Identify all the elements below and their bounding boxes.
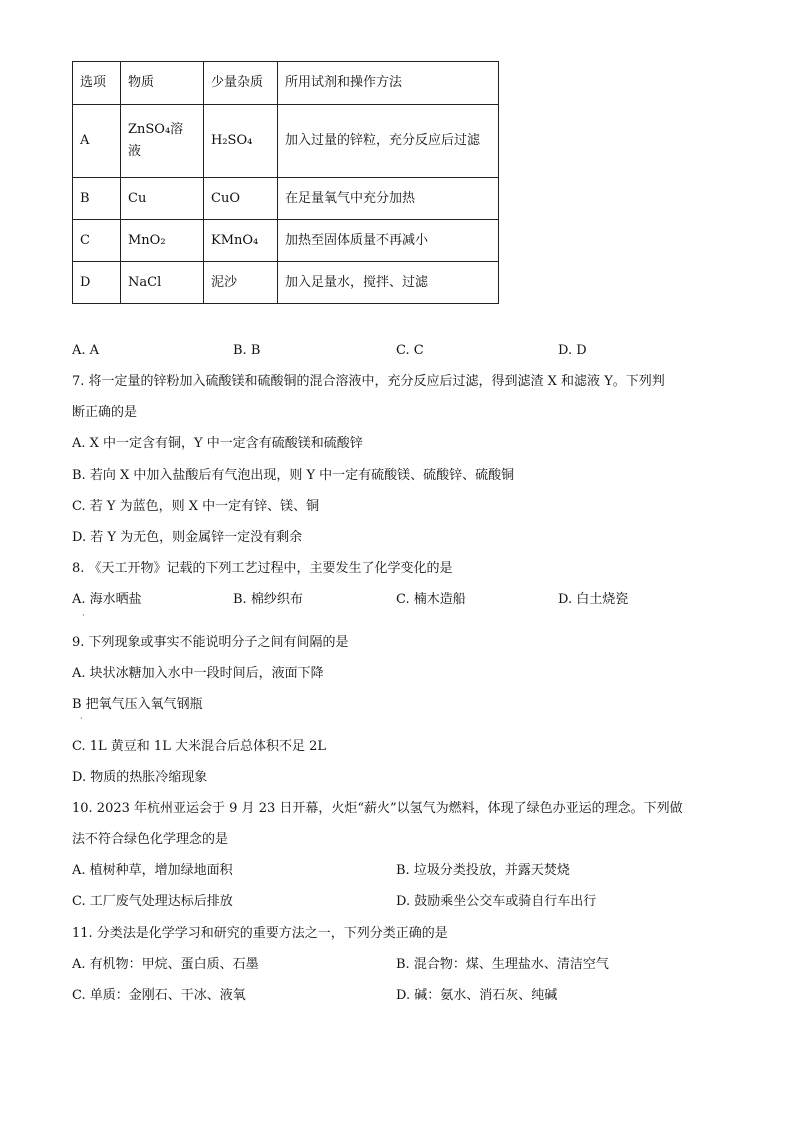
substance-line: ZnSO₄溶	[128, 122, 184, 137]
table-row	[73, 220, 499, 262]
substance-line: 液	[128, 144, 142, 159]
q8-option-b: B. 棉纱织布	[233, 592, 303, 607]
method-cell: 在足量氧气中充分加热	[278, 178, 499, 220]
table-row	[73, 178, 499, 220]
q8-option-d: D. 白土烧瓷	[558, 592, 629, 607]
option-cell: A	[73, 105, 121, 178]
q7-option-d: D. 若 Y 为无色，则金属锌一定没有剩余	[72, 530, 303, 545]
impurity-cell: 泥沙	[204, 262, 278, 304]
impurity-cell: KMnO₄	[204, 220, 278, 262]
header-cell: 物质	[121, 62, 204, 105]
q6-option-d: D. D	[558, 343, 587, 358]
q8-stem: 8. 《天工开物》记载的下列工艺过程中，主要发生了化学变化的是	[72, 561, 453, 576]
q7-option-a: A. X 中一定含有铜，Y 中一定含有硫酸镁和硫酸锌	[72, 436, 363, 451]
q6-option-c: C. C	[396, 343, 424, 358]
substance-cell: Cu	[121, 178, 204, 220]
q7-option-b: B. 若向 X 中加入盐酸后有气泡出现，则 Y 中一定有硫酸镁、硫酸锌、硫酸铜	[72, 468, 515, 483]
q7-stem-line2: 断正确的是	[72, 405, 138, 420]
header-cell: 少量杂质	[204, 62, 278, 105]
q10-stem-line2: 法不符合绿色化学理念的是	[72, 832, 229, 847]
q9-option-b: B 把氧气压入氧气钢瓶	[72, 697, 203, 712]
q6-option-a: A. A	[72, 343, 100, 358]
q9-option-a: A. 块状冰糖加入水中一段时间后，液面下降	[72, 666, 324, 681]
q9-stem: 9. 下列现象或事实不能说明分子之间有间隔的是	[72, 635, 349, 650]
q10-stem-line1: 10. 2023 年杭州亚运会于 9 月 23 日开幕，火炬“薪火”以氢气为燃料，体现了绿色办亚运的理念。下列做	[72, 801, 683, 816]
q11-option-a: A. 有机物：甲烷、蛋白质、石墨	[72, 957, 259, 972]
q6-option-b: B. B	[233, 343, 261, 358]
header-cell: 所用试剂和操作方法	[278, 62, 499, 105]
q7-option-c: C. 若 Y 为蓝色，则 X 中一定有锌、镁、铜	[72, 499, 320, 514]
option-cell: C	[73, 220, 121, 262]
impurity-cell: H₂SO₄	[204, 105, 278, 178]
method-cell: 加热至固体质量不再减小	[278, 220, 499, 262]
q11-option-b: B. 混合物：煤、生理盐水、清洁空气	[396, 957, 609, 972]
impurity-cell: CuO	[204, 178, 278, 220]
table-row	[73, 105, 499, 178]
q8-option-c: C. 楠木造船	[396, 592, 466, 607]
dot-mark: ·	[80, 714, 83, 724]
q10-option-a: A. 植树种草，增加绿地面积	[72, 863, 233, 878]
options-table	[72, 61, 499, 304]
table-header-row	[73, 62, 499, 105]
q11-option-c: C. 单质：金刚石、干冰、液氧	[72, 988, 246, 1003]
substance-cell: NaCl	[121, 262, 204, 304]
substance-cell	[121, 105, 204, 178]
q10-option-d: D. 鼓励乘坐公交车或骑自行车出行	[396, 894, 597, 909]
q9-option-d: D. 物质的热胀冷缩现象	[72, 770, 208, 785]
q7-stem-line1: 7. 将一定量的锌粉加入硫酸镁和硫酸铜的混合溶液中，充分反应后过滤，得到滤渣 X 和滤液 Y。下列判	[72, 374, 665, 389]
option-cell: B	[73, 178, 121, 220]
q11-stem: 11. 分类法是化学学习和研究的重要方法之一，下列分类正确的是	[72, 926, 448, 941]
q10-option-c: C. 工厂废气处理达标后排放	[72, 894, 233, 909]
dot-mark: ·	[82, 611, 85, 621]
substance-cell: MnO₂	[121, 220, 204, 262]
q8-option-a: A. 海水晒盐	[72, 592, 142, 607]
q10-option-b: B. 垃圾分类投放，并露天焚烧	[396, 863, 570, 878]
q11-option-d: D. 碱：氨水、消石灰、纯碱	[396, 988, 558, 1003]
header-cell: 选项	[73, 62, 121, 105]
table-row	[73, 262, 499, 304]
q9-option-c: C. 1L 黄豆和 1L 大米混合后总体积不足 2L	[72, 739, 326, 754]
option-cell: D	[73, 262, 121, 304]
method-cell: 加入足量水，搅拌、过滤	[278, 262, 499, 304]
method-cell: 加入过量的锌粒，充分反应后过滤	[278, 105, 499, 178]
